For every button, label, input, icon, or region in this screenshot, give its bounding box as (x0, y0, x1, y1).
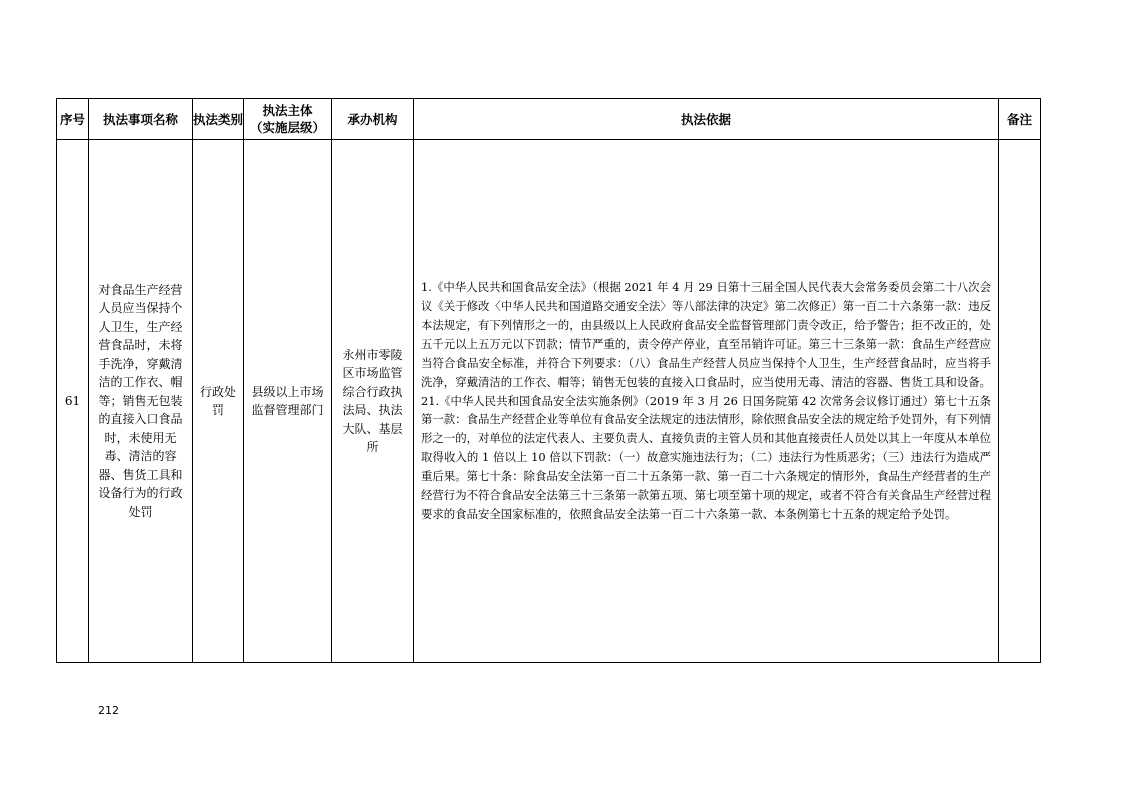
cell-legal-basis: 1.《中华人民共和国食品安全法》（根据 2021 年 4 月 29 日第十三届全国人民代表大会常务委员会第二十八次会议《关于修改〈中华人民共和国道路交通安全法〉等八部法律的决定》第二次修正）第一百二十六条第一款：违反本法规定，有下列情形之一的，由县级以上人民政府食品安全监督管理部门责令改正，给予警告；拒不改正的，处五千元以上五万元以下罚款；情节严重的，责令停产停业，直至吊销许可证。第三十三条第一款：食品生产经营应当符合食品安全标准，并符合下列要求：（八）食品生产经营人员应当保持个人卫生，生产经营食品时，应当将手洗净，穿戴清洁的工作衣、帽等；销售无包装的直接入口食品时，应当使用无毒、清洁的容器、售货工具和设备。21.《中华人民共和国食品安全法实施条例》（2019 年 3 月 26 日国务院第 42 次常务会议修订通过）第七十五条第一款：食品生产经营企业等单位有食品安全法规定的违法情形，除依照食品安全法的规定给予处罚外，有下列情形之一的，对单位的法定代表人、主要负责人、直接负责的主管人员和其他直接责任人员处以其上一年度从本单位取得收入的 1 倍以上 10 倍以下罚款：（一）故意实施违法行为；（二）违法行为性质恶劣；（三）违法行为造成严重后果。第七十条：除食品安全法第一百二十五条第一款、第一百二十六条规定的情形外，食品生产经营者的生产经营行为不符合食品安全法第三十三条第一款第五项、第七项至第十项的规定，或者不符合有关食品生产经营过程要求的食品安全国家标准的，依照食品安全法第一百二十六条第一款、本条例第七十五条的规定给予处罚。 (414, 140, 999, 663)
cell-remarks (999, 140, 1041, 663)
header-subject-line1: 执法主体 (262, 103, 313, 118)
header-agency: 承办机构 (332, 99, 414, 140)
cell-seq: 61 (57, 140, 89, 663)
header-seq: 序号 (57, 99, 89, 140)
header-category: 执法类别 (193, 99, 244, 140)
header-basis: 执法依据 (414, 99, 999, 140)
table-row (57, 140, 1041, 663)
cell-category: 行政处罚 (193, 140, 244, 663)
page-number: 212 (98, 704, 119, 717)
header-subject-line2: （实施层级） (249, 120, 325, 135)
header-item-name: 执法事项名称 (89, 99, 193, 140)
cell-subject: 县级以上市场监督管理部门 (244, 140, 332, 663)
cell-agency: 永州市零陵区市场监管综合行政执法局、执法大队、基层所 (332, 140, 414, 663)
cell-item-name: 对食品生产经营人员应当保持个人卫生，生产经营食品时，未将手洗净，穿戴清洁的工作衣、帽等；销售无包装的直接入口食品时，未使用无毒、清洁的容器、售货工具和设备行为的行政处罚 (89, 140, 193, 663)
enforcement-items-table (56, 98, 1041, 663)
header-remarks: 备注 (999, 99, 1041, 140)
table-header-row (57, 99, 1041, 140)
header-subject (244, 99, 332, 140)
